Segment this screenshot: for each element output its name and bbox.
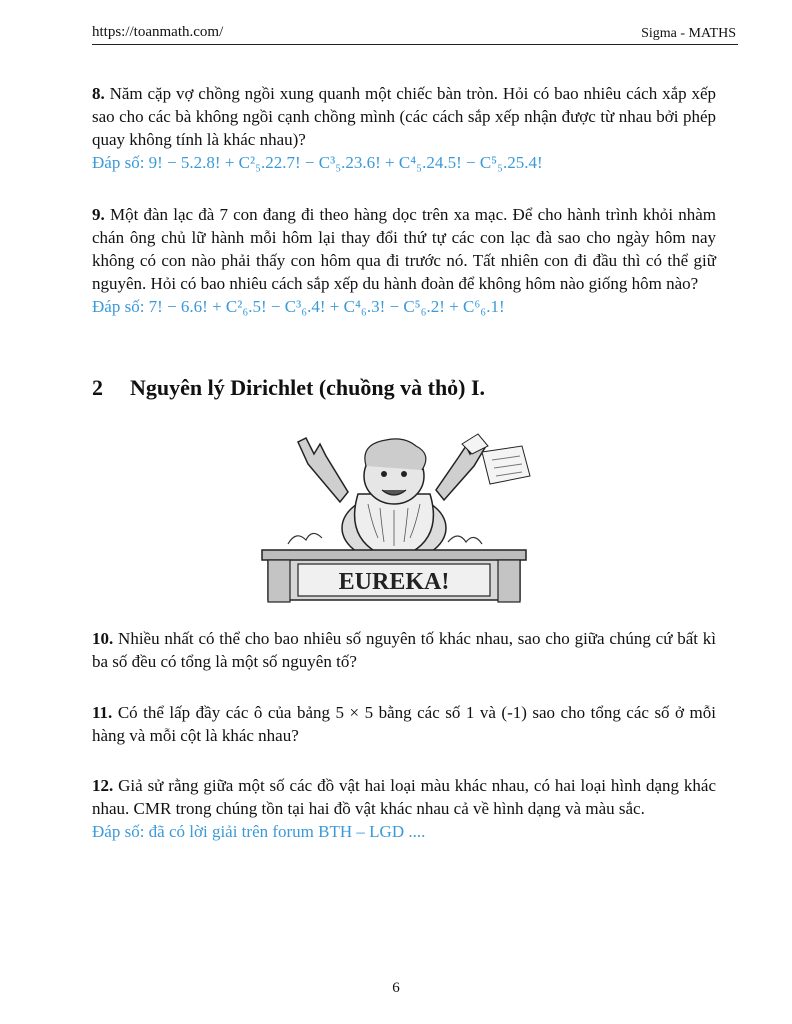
problem-text: Có thể lấp đầy các ô của bảng 5 × 5 bằng các số 1 và (-1) sao cho tổng các số ở mỗi hàng và mỗi cột là khác nhau? <box>92 703 716 745</box>
problem-number: 10. <box>92 629 114 648</box>
problem-number: 12. <box>92 776 114 795</box>
problem-text: Giả sử rằng giữa một số các đồ vật hai loại màu khác nhau, có hai loại hình dạng khác nhau. CMR trong chúng tồn tại hai đồ vật khác nhau cả về hình dạng và màu sắc. <box>92 776 716 818</box>
problem-8 <box>92 82 716 174</box>
header-brand: Sigma - MATHS <box>641 26 736 41</box>
problem-10 <box>92 627 716 673</box>
problem-text: Một đàn lạc đà 7 con đang đi theo hàng dọc trên xa mạc. Để cho hành trình khỏi nhàm chán ông chủ lữ hành mỗi hôm lại thay đổi thứ tự các con lạc đà sao cho ngày hôm nay không có con nào phải thấy con hôm qua đi trước nó. Tất nhiên con đi đầu thì có thể giữ nguyên. Hỏi có bao nhiêu cách sắp xếp du hành đoàn để không hôm nào giống hôm nào? <box>92 205 717 293</box>
eureka-sign-text: EUREKA! <box>338 569 450 595</box>
problem-12 <box>92 774 716 843</box>
header-url[interactable]: https://toanmath.com/ <box>92 24 224 40</box>
problem-text: Nhiều nhất có thể cho bao nhiêu số nguyên tố khác nhau, sao cho giữa chúng cứ bất kì ba số đều có tổng là một số nguyên tố? <box>92 629 717 671</box>
problem-number: 8. <box>92 84 105 103</box>
problem-9 <box>92 203 716 318</box>
answer-text: Đáp số: đã có lời giải trên forum BTH – LGD .... <box>92 822 426 841</box>
section-heading <box>92 375 485 401</box>
answer-text: Đáp số: 7! − 6.6! + C²₆.5! − C³₆.4! + C⁴₆.3! − C⁵₆.2! + C⁶₆.1! <box>92 297 505 316</box>
problem-11 <box>92 701 716 747</box>
problem-number: 11. <box>92 703 113 722</box>
problem-number: 9. <box>92 205 105 224</box>
section-number: 2 <box>92 375 103 400</box>
section-title: Nguyên lý Dirichlet (chuồng và thỏ) I. <box>130 375 486 400</box>
eureka-illustration <box>248 424 540 608</box>
problem-text: Năm cặp vợ chồng ngồi xung quanh một chiếc bàn tròn. Hỏi có bao nhiêu cách xắp xếp sao cho các bà không ngồi cạnh chồng mình (các cách sắp xếp nhận được từ nhau bởi phép quay không tính là khác nhau)? <box>92 84 717 149</box>
page-header <box>92 22 738 45</box>
page-number: 6 <box>392 980 400 996</box>
answer-text: Đáp số: 9! − 5.2.8! + C²₅.22.7! − C³₅.23.6! + C⁴₅.24.5! − C⁵₅.25.4! <box>92 153 543 172</box>
